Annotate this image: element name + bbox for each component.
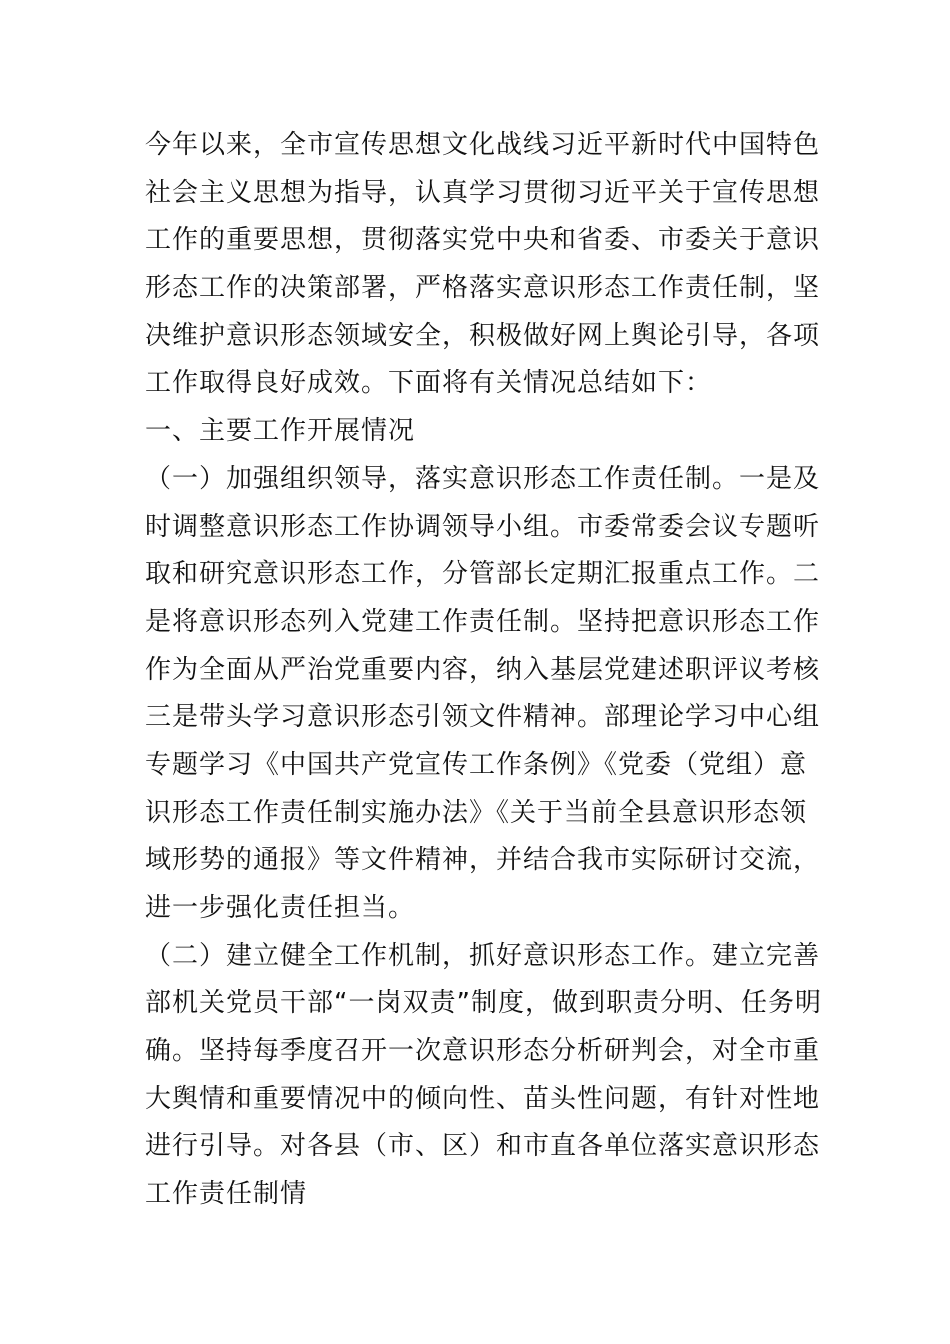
text-line: （二）建立健全工作机制，抓好意识形态工作。建立完善 xyxy=(145,940,821,971)
text-line: 工作责任制情 xyxy=(145,1179,308,1210)
text-line: 是将意识形态列入党建工作责任制。坚持把意识形态工作 xyxy=(145,606,821,637)
text-line: 三是带头学习意识形态引领文件精神。部理论学习中心组 xyxy=(145,702,821,733)
text-line: 作为全面从严治党重要内容，纳入基层党建述职评议考核 xyxy=(145,654,821,685)
text-line: （一）加强组织领导，落实意识形态工作责任制。一是及 xyxy=(145,463,821,494)
text-line: 工作的重要思想，贯彻落实党中央和省委、市委关于意识 xyxy=(145,225,821,256)
text-line: 时调整意识形态工作协调领导小组。市委常委会议专题听 xyxy=(145,511,821,542)
text-line: 一、主要工作开展情况 xyxy=(145,416,416,447)
text-line: 进行引导。对各县（市、区）和市直各单位落实意识形态 xyxy=(145,1131,821,1162)
text-line: 形态工作的决策部署，严格落实意识形态工作责任制，坚 xyxy=(145,273,821,304)
text-line: 决维护意识形态领域安全，积极做好网上舆论引导，各项 xyxy=(145,320,821,351)
text-line: 域形势的通报》等文件精神，并结合我市实际研讨交流， xyxy=(145,845,821,876)
text-line: 确。坚持每季度召开一次意识形态分析研判会，对全市重 xyxy=(145,1036,821,1067)
document-body xyxy=(145,125,822,1222)
text-line: 部机关党员干部“一岗双责”制度，做到职责分明、任务明 xyxy=(145,988,822,1019)
text-line: 专题学习《中国共产党宣传工作条例》《党委（党组）意 xyxy=(145,749,808,780)
text-line: 识形态工作责任制实施办法》《关于当前全县意识形态领 xyxy=(145,797,808,828)
text-line: 进一步强化责任担当。 xyxy=(145,893,416,923)
text-line: 取和研究意识形态工作，分管部长定期汇报重点工作。二 xyxy=(145,559,821,590)
text-line: 今年以来，全市宣传思想文化战线习近平新时代中国特色 xyxy=(145,130,821,160)
text-line: 工作取得良好成效。下面将有关情况总结如下： xyxy=(145,368,713,399)
text-line: 大舆情和重要情况中的倾向性、苗头性问题，有针对性地 xyxy=(145,1083,821,1114)
text-line: 社会主义思想为指导，认真学习贯彻习近平关于宣传思想 xyxy=(145,177,821,208)
